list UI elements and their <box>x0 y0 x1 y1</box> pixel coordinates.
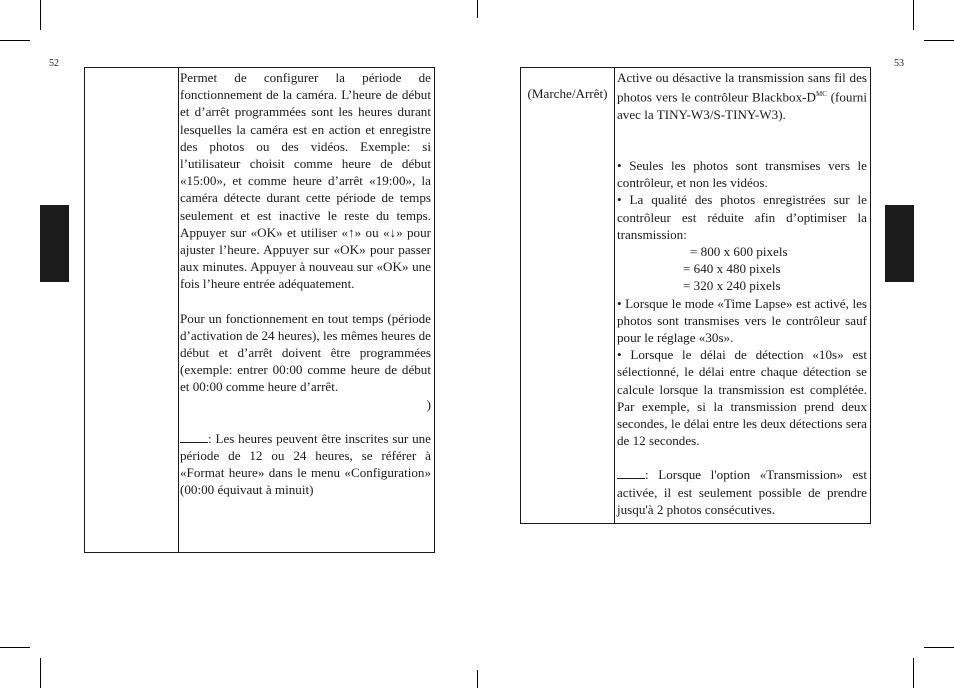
note-blank <box>617 466 645 479</box>
setting-description-cell <box>617 68 870 523</box>
crop-mark <box>924 40 954 41</box>
setting-name-cell <box>521 68 615 523</box>
side-tab-right <box>885 205 914 282</box>
crop-mark <box>0 647 30 648</box>
resolution-line: = 320 x 240 pixels <box>683 278 781 294</box>
bullet-item: • Seules les photos sont transmises vers le contrôleur, et non les vidéos. <box>617 157 867 191</box>
bullet-item: • Lorsque le mode «Time Lapse» est activé, les photos sont transmises vers le contrôleur sauf pour le réglage «30s». <box>617 295 867 345</box>
settings-table-left <box>84 67 435 553</box>
crop-mark <box>0 40 30 41</box>
page-number-left: 52 <box>49 58 59 69</box>
page-number-right: 53 <box>894 58 904 69</box>
note-paragraph: : Les heures peuvent être inscrites sur une période de 12 ou 24 heures, se référer à «Format heure» dans le menu «Configuration» (00:00 équivaut à minuit) <box>180 430 431 498</box>
bullet-item: • La qualité des photos enregistrées sur le contrôleur est réduite afin d’optimiser la transmission: <box>617 192 867 242</box>
description-paragraph: Permet de configurer la période de fonctionnement de la caméra. L’heure de début et d’arrêt programmées sont les heures durant lesquelles la caméra est en action et enregistre des photos ou des vidéos. Exemple: si l’utilisateur choisit comme heure de début «15:00», et comme heure d’arrêt «19:00», la caméra détecte durant cette période de temps seulement et est inactive le reste du temps. Appuyer sur «OK» et utiliser «↑» ou «↓» pour ajuster l’heure. Appuyer sur «OK» pour passer aux minutes. Appuyer à nouveau sur «OK» une fois l’heure entrée adéquatement. <box>180 70 431 292</box>
crop-mark <box>913 0 914 30</box>
note-paragraph: : Lorsque l'option «Transmission» est activée, il est seulement possible de prendre jusqu'à 2 photos consécutives. <box>617 467 867 517</box>
resolution-line: = 640 x 480 pixels <box>683 261 781 277</box>
crop-mark <box>924 647 954 648</box>
crop-mark <box>477 0 478 18</box>
note-blank <box>180 430 208 443</box>
closing-paren: ) <box>426 396 431 412</box>
bullet-item: • Lorsque le délai de détection «10s» est sélectionné, le délai entre chaque détection se calcule lorsque la transmission est complétée. Par exemple, si la transmission prend deux secondes, le délai entre les deux détections sera de 12 secondes. <box>617 347 867 449</box>
description-paragraph: Active ou désactive la transmission sans fil des photos vers le contrôleur Blackbox-$D^{MC}$ (fourni avec la TINY-W3/S-TINY-W3). <box>617 70 867 122</box>
crop-mark <box>477 670 478 688</box>
resolution-line: = 800 x 600 pixels <box>690 243 788 259</box>
crop-mark <box>40 658 41 688</box>
side-tab-left <box>40 205 69 282</box>
description-paragraph: Pour un fonctionnement en tout temps (période d’activation de 24 heures), les mêmes heures de début et d’arrêt doivent être programmées (exemple: entrer 00:00 comme heure de début et 00:00 comme heure d’arrêt. <box>180 310 431 395</box>
setting-name: (Marche/Arrêt) <box>527 86 608 101</box>
setting-name-cell <box>85 68 179 552</box>
settings-table-right <box>520 67 871 524</box>
crop-mark <box>40 0 41 30</box>
setting-description-cell <box>180 68 434 552</box>
crop-mark <box>913 658 914 688</box>
